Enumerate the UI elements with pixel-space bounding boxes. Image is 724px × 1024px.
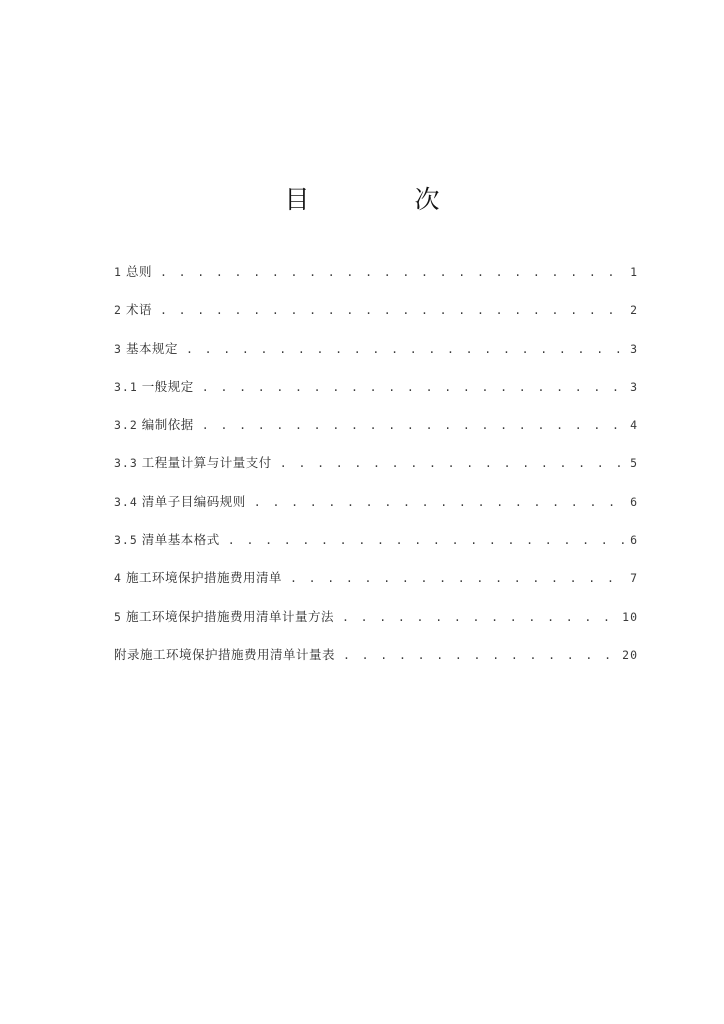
toc-entry-title: 施工环境保护措施费用清单计量方法: [125, 608, 334, 624]
toc-entry-title: 总则: [125, 264, 152, 279]
toc-entry-page: 2: [630, 303, 638, 318]
toc-entry-number: 3.5: [114, 533, 138, 548]
toc-dot-leader: [254, 495, 624, 509]
toc-dot-leader: [186, 342, 624, 356]
toc-entry-page: 7: [630, 571, 638, 586]
toc-entry[interactable]: [114, 415, 638, 453]
toc-dot-leader: [202, 380, 624, 394]
toc-entry-title: 清单子目编码规则: [141, 493, 246, 509]
toc-entry-page: 4: [630, 418, 638, 433]
toc-entry-page: 3: [630, 379, 638, 394]
toc-entry[interactable]: [114, 607, 638, 645]
toc-dot-leader: [343, 648, 616, 662]
toc-dot-leader: [160, 265, 624, 279]
toc-entry-page: 6: [630, 494, 638, 509]
toc-entry-title: 编制依据: [141, 417, 194, 433]
table-of-contents: [114, 262, 638, 683]
toc-entry-page: 10: [622, 609, 638, 624]
toc-entry-page: 6: [630, 533, 638, 548]
toc-entry-number: 3: [114, 341, 122, 356]
toc-dot-leader: [342, 610, 616, 624]
toc-dot-leader: [160, 303, 624, 317]
toc-entry-number: 1: [114, 265, 122, 279]
toc-entry-page: 20: [622, 647, 638, 662]
toc-entry[interactable]: [114, 300, 638, 338]
toc-entry-title: 基本规定: [125, 340, 178, 356]
toc-dot-leader: [290, 571, 624, 585]
toc-entry-number: 5: [114, 609, 122, 624]
toc-dot-leader: [280, 456, 624, 470]
toc-entry-page: 1: [630, 265, 638, 279]
toc-entry-number: 3.3: [114, 456, 138, 471]
toc-entry[interactable]: [114, 262, 638, 300]
toc-entry-number: 4: [114, 571, 122, 586]
toc-entry-title: 术语: [125, 302, 152, 318]
toc-entry-title: 工程量计算与计量支付: [141, 455, 272, 471]
toc-entry-title: 一般规定: [141, 378, 194, 394]
toc-entry-title: 附录施工环境保护措施费用清单计量表: [114, 646, 336, 662]
toc-entry-title: 施工环境保护措施费用清单: [125, 570, 282, 586]
toc-entry-number: 3.2: [114, 418, 138, 433]
toc-entry[interactable]: [114, 492, 638, 530]
toc-entry[interactable]: [114, 453, 638, 491]
toc-entry-number: 3.1: [114, 379, 138, 394]
toc-entry[interactable]: [114, 377, 638, 415]
toc-entry-title: 清单基本格式: [141, 532, 220, 548]
toc-entry[interactable]: [114, 339, 638, 377]
toc-entry-number: 2: [114, 303, 122, 318]
toc-entry[interactable]: [114, 530, 638, 568]
toc-entry-page: 5: [630, 456, 638, 471]
toc-entry[interactable]: [114, 568, 638, 606]
toc-dot-leader: [228, 533, 624, 547]
toc-dot-leader: [202, 418, 624, 432]
toc-entry-number: 3.4: [114, 494, 138, 509]
toc-entry[interactable]: [114, 645, 638, 683]
page-title: 目 次: [284, 185, 480, 214]
toc-entry-page: 3: [630, 341, 638, 356]
